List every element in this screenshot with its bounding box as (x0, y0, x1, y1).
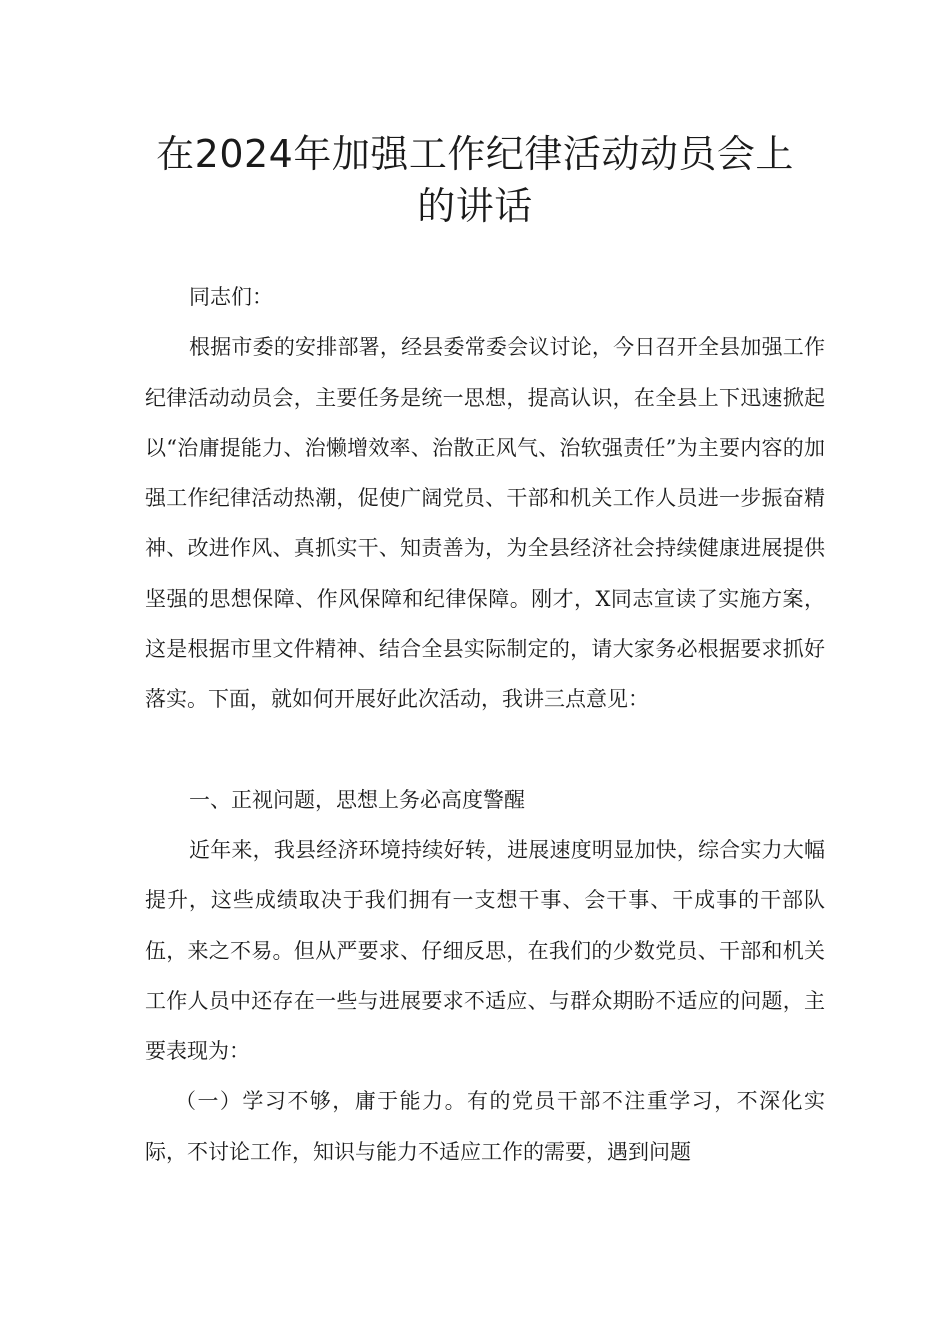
body-paragraph: 根据市委的安排部署，经县委常委会议讨论，今日召开全县加强工作纪律活动动员会，主要任务是统一思想，提高认识，在全县上下迅速掀起以“治庸提能力、治懒增效率、治散正风气、治软强责任”为主要内容的加强工作纪律活动热潮，促使广阔党员、干部和机关工作人员进一步振奋精神、改进作风、真抓实干、知责善为，为全县经济社会持续健康进展提供坚强的思想保障、作风保障和纪律保障。刚才，X同志宣读了实施方案，这是根据市里文件精神、结合全县实际制定的，请大家务必根据要求抓好落实。下面，就如何开展好此次活动，我讲三点意见： (145, 335, 825, 712)
document-title (120, 128, 830, 232)
title-line-1: 在2024年加强工作纪律活动动员会上 (156, 132, 794, 176)
body-paragraph: 近年来，我县经济环境持续好转，进展速度明显加快，综合实力大幅提升，这些成绩取决于我们拥有一支想干事、会干事、干成事的干部队伍，来之不易。但从严要求、仔细反思，在我们的少数党员、干部和机关工作人员中还存在一些与进展要求不适应、与群众期盼不适应的问题，主要表现为： (145, 837, 825, 1064)
document-body (145, 272, 825, 1177)
section-heading: 一、正视问题，思想上务必高度警醒 (189, 787, 525, 812)
body-paragraph: （一）学习不够，庸于能力。有的党员干部不注重学习，不深化实际，不讨论工作，知识与能力不适应工作的需要，遇到问题 (145, 1089, 825, 1164)
salutation: 同志们： (189, 285, 273, 309)
title-line-2: 的讲话 (417, 184, 533, 228)
